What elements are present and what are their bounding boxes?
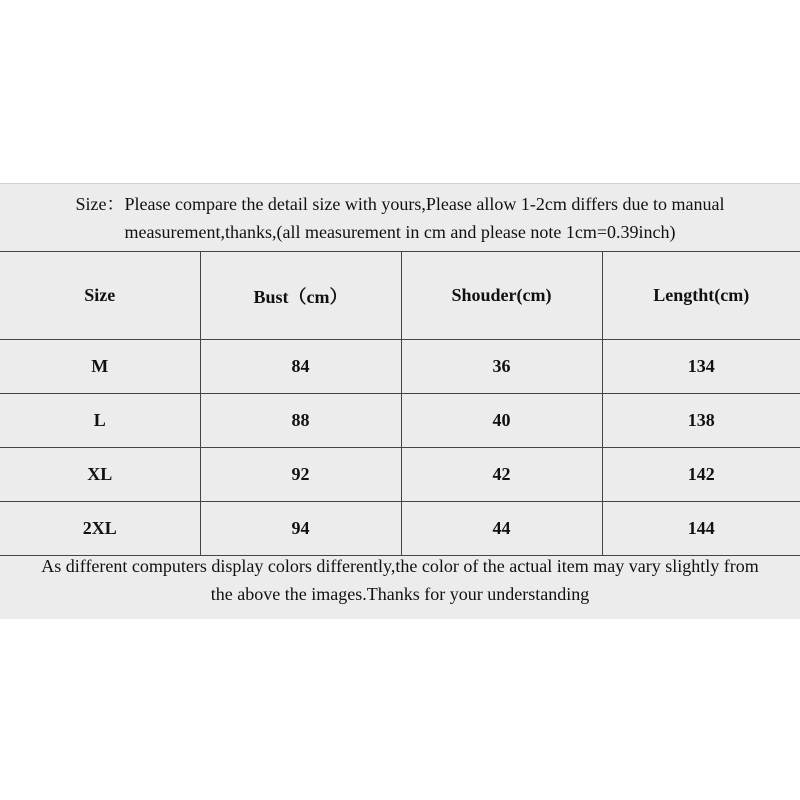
cell-shoulder: 42 [401, 448, 602, 502]
size-chart-panel [0, 183, 800, 619]
cell-bust: 88 [200, 394, 401, 448]
cell-length: 142 [602, 448, 800, 502]
cell-bust: 94 [200, 502, 401, 556]
cell-shoulder: 44 [401, 502, 602, 556]
disclaimer-line-2: the above the images.Thanks for your understanding [210, 584, 590, 604]
table-header-row [0, 252, 800, 340]
header-shoulder: Shouder(cm) [401, 252, 602, 340]
table-row [0, 394, 800, 448]
instructions-line-1: Size：Please compare the detail size with yours,Please allow 1-2cm differs due to manual [75, 194, 725, 214]
table-row [0, 502, 800, 556]
table-row [0, 448, 800, 502]
cell-size: L [0, 394, 200, 448]
cell-length: 138 [602, 394, 800, 448]
cell-shoulder: 40 [401, 394, 602, 448]
cell-bust: 84 [200, 340, 401, 394]
size-instructions [0, 183, 800, 251]
cell-shoulder: 36 [401, 340, 602, 394]
cell-size: XL [0, 448, 200, 502]
size-table [0, 251, 800, 556]
cell-bust: 92 [200, 448, 401, 502]
cell-length: 144 [602, 502, 800, 556]
header-length: Lengtht(cm) [602, 252, 800, 340]
disclaimer-line-1: As different computers display colors differently,the color of the actual item may vary slightly from [41, 556, 759, 576]
cell-size: 2XL [0, 502, 200, 556]
table-row [0, 340, 800, 394]
cell-size: M [0, 340, 200, 394]
color-disclaimer [0, 552, 800, 608]
instructions-line-2: measurement,thanks,(all measurement in cm and please note 1cm=0.39inch) [124, 222, 676, 242]
cell-length: 134 [602, 340, 800, 394]
header-size: Size [0, 252, 200, 340]
header-bust: Bust（cm） [200, 252, 401, 340]
